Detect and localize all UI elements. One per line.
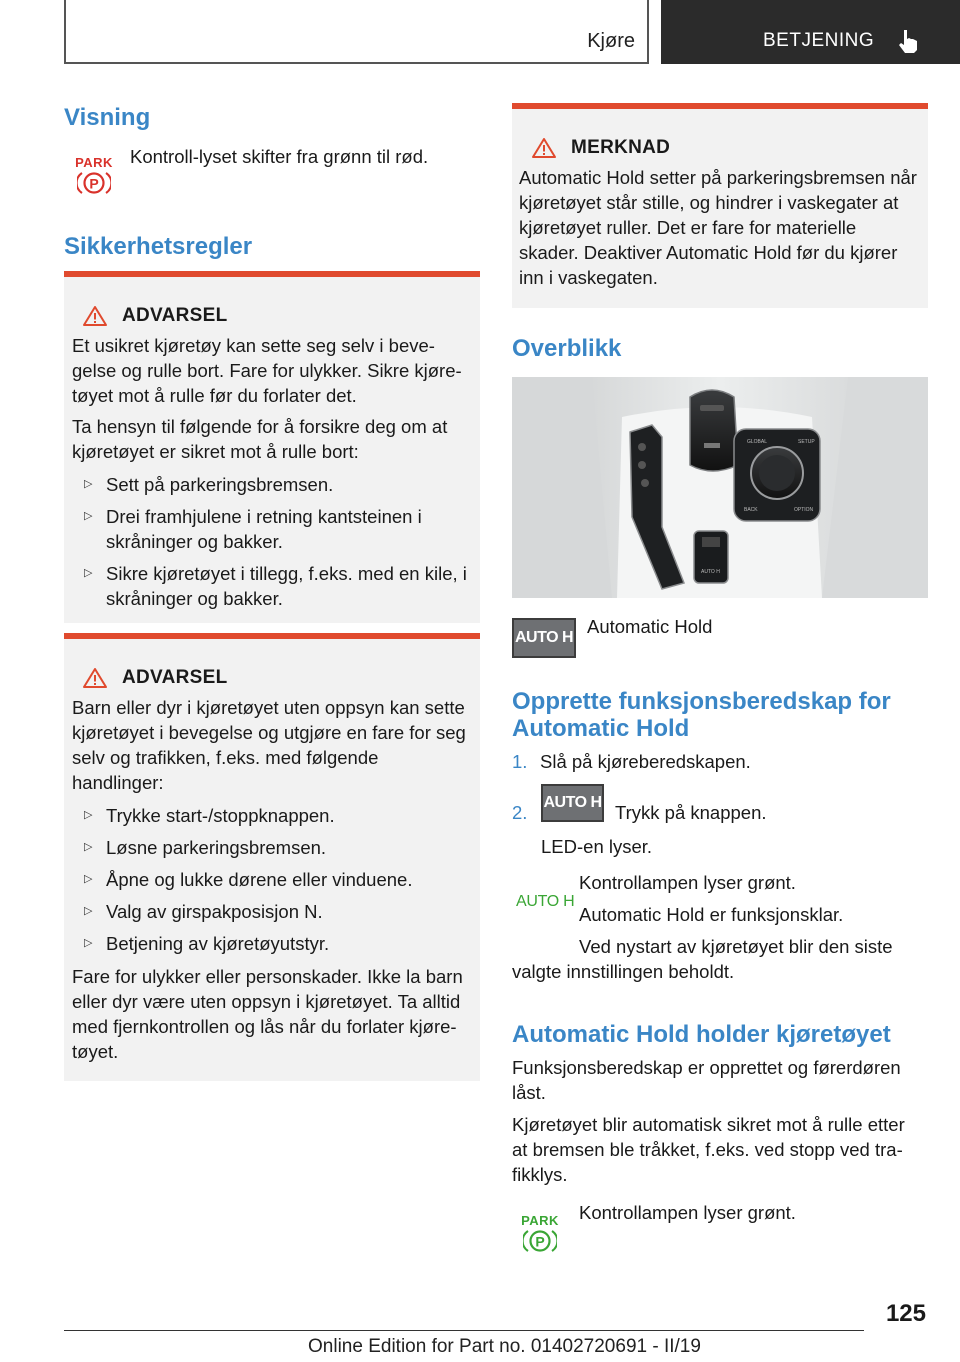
- bullet-text: Sett på parkeringsbremsen.: [106, 474, 334, 495]
- back-label: BACK: [744, 507, 758, 513]
- note-header: [519, 133, 918, 163]
- center-console-photo: [512, 377, 928, 598]
- option-label: OPTION: [794, 507, 814, 513]
- list-item: [72, 803, 470, 828]
- warning-2-bullets: [72, 803, 470, 956]
- park-green-indicator-icon: [518, 1214, 562, 1259]
- note-text: Automatic Hold setter på parkeringsbremsen når kjøretøyet står stille, og hindrer i vaskegater at kjøretøyet ruller. Det er fare for materielle skader. Deaktiver Automatic Hold før du kjører inn i vaskegaten.: [519, 167, 917, 288]
- note-title: MERKNAD: [571, 137, 671, 158]
- park-icon-label: PARK: [75, 155, 113, 170]
- photo-auto-h-label: AUTO H: [701, 569, 720, 575]
- list-item: [72, 504, 470, 554]
- park-brake-icon: [77, 170, 111, 196]
- auto-h-button-label: AUTO H: [514, 629, 574, 646]
- header-section-tab: [64, 0, 649, 64]
- bullet-text: Betjening av kjøretøyutstyr.: [106, 933, 330, 954]
- page-number: 125: [885, 1300, 926, 1327]
- led-text: LED-en lyser.: [541, 836, 653, 857]
- auto-h-step-button-label: AUTO H: [543, 794, 602, 811]
- warning-2-para-1: Barn eller dyr i kjøretøyet uten oppsyn kan sette kjøretøyet i bevegelse og utgjøre en fare for seg selv og trafikken, f.eks. med følgende handlinger:: [72, 697, 466, 793]
- display-text: Kontroll-lyset skifter fra grønn til rød.: [130, 146, 429, 167]
- list-item: [72, 561, 470, 611]
- warning-box-2: [64, 633, 480, 1081]
- hold-heading: Automatic Hold holder kjøretøyet: [512, 1021, 891, 1048]
- hand-pointer-icon: [897, 28, 921, 54]
- indicator-line-3: Ved nystart av kjøretøyet blir den siste: [579, 936, 893, 957]
- bullet-triangle-icon: ▷: [84, 478, 93, 490]
- bullet-text: Trykke start-/stoppknappen.: [106, 805, 335, 826]
- safety-heading: Sikkerhetsregler: [64, 233, 253, 260]
- display-section: [64, 104, 480, 132]
- note-triangle-icon: [531, 137, 557, 159]
- header-chapter-label: BETJENING: [763, 30, 875, 51]
- warning-1-para-1: Et usikret kjøretøy kan sette seg selv i bevegelse og rulle bort. Fare for ulykker. Sikre kjøretøyet mot å rulle før du forlater det.: [72, 335, 462, 406]
- ready-heading: Opprette funksjonsberedskap for Automatic Hold: [512, 688, 891, 742]
- header-chapter-tab: [661, 0, 960, 64]
- warning-1-para-2: Ta hensyn til følgende for å forsikre deg om at kjøretøyet er sikret mot å rulle bort:: [72, 416, 448, 462]
- park-green-text: Kontrollampen lyser grønt.: [579, 1202, 796, 1223]
- footer-divider: [64, 1330, 864, 1331]
- warning-1-bullets: [72, 472, 470, 611]
- warning-2-header: [72, 663, 470, 693]
- warning-2-title: ADVARSEL: [122, 667, 228, 688]
- park-brake-green-icon: [523, 1228, 557, 1254]
- auto-h-caption: Automatic Hold: [587, 616, 713, 637]
- hold-para-2: Kjøretøyet blir automatisk sikret mot å rulle etter at bremsen ble tråkket, f.eks. ved stopp ved trafikklys.: [512, 1114, 905, 1185]
- bullet-text: Valg av girspakposisjon N.: [106, 901, 323, 922]
- bullet-triangle-icon: ▷: [84, 809, 93, 821]
- step-2-number: 2.: [512, 802, 528, 823]
- step-2-text: Trykk på knappen.: [615, 802, 767, 823]
- indicator-line-1: Kontrollampen lyser grønt.: [579, 872, 796, 893]
- display-heading: Visning: [64, 104, 151, 131]
- bullet-text: Åpne og lukke dørene eller vinduene.: [106, 869, 413, 890]
- warning-box-1: [64, 271, 480, 623]
- bullet-triangle-icon: ▷: [84, 841, 93, 853]
- bullet-text: Drei framhjulene i retning kantsteinen i skråninger og bakker.: [106, 506, 422, 552]
- auto-h-button-icon: [512, 618, 576, 658]
- warning-triangle-icon: [82, 667, 108, 689]
- bullet-triangle-icon: ▷: [84, 905, 93, 917]
- bullet-triangle-icon: ▷: [84, 873, 93, 885]
- svg-text:P: P: [535, 1233, 545, 1250]
- footer-edition: Online Edition for Part no. 01402720691 - II/19: [308, 1336, 701, 1357]
- indicator-text: [579, 870, 928, 959]
- bullet-triangle-icon: ▷: [84, 510, 93, 522]
- indicator-continuation: valgte innstillingen beholdt.: [512, 961, 735, 982]
- hold-para-1: Funksjonsberedskap er opprettet og førerdøren låst.: [512, 1057, 901, 1103]
- bullet-triangle-icon: ▷: [84, 567, 93, 579]
- list-item: [72, 867, 470, 892]
- warning-1-title: ADVARSEL: [122, 305, 228, 326]
- warning-triangle-icon: [82, 305, 108, 327]
- list-item: [72, 899, 470, 924]
- bullet-triangle-icon: ▷: [84, 937, 93, 949]
- list-item: [72, 472, 470, 497]
- list-item: [72, 931, 470, 956]
- park-green-icon-label: PARK: [521, 1213, 559, 1228]
- step-1: [512, 749, 928, 774]
- indicator-line-2: Automatic Hold er funksjonsklar.: [579, 904, 844, 925]
- step-1-number: 1.: [512, 751, 528, 772]
- global-label: GLOBAL: [747, 439, 768, 445]
- overview-heading: Overblikk: [512, 335, 622, 362]
- list-item: [72, 835, 470, 860]
- setup-label: SETUP: [798, 439, 815, 445]
- bullet-text: Sikre kjøretøyet i tillegg, f.eks. med en kile, i skråninger og bakker.: [106, 563, 467, 609]
- step-1-text: Slå på kjøreberedskapen.: [540, 751, 751, 772]
- auto-h-step-button-icon: [541, 784, 604, 822]
- warning-2-para-2: Fare for ulykker eller personskader. Ikke la barn eller dyr være uten oppsyn i kjøretøyet. Ta alltid med fjernkontrollen og lås når du forlater kjøretøyet.: [72, 966, 463, 1062]
- park-indicator-icon: [72, 156, 116, 201]
- bullet-text: Løsne parkeringsbremsen.: [106, 837, 327, 858]
- warning-1-header: [72, 301, 470, 331]
- auto-h-indicator-icon: AUTO H: [516, 893, 575, 910]
- note-box: [512, 103, 928, 308]
- header-section-label: Kjøre: [587, 30, 635, 52]
- svg-text:P: P: [89, 175, 99, 192]
